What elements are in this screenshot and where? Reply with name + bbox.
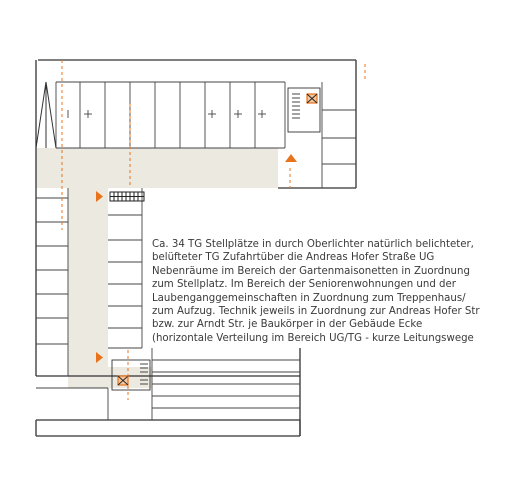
staircase-icon	[110, 192, 144, 201]
parking-column-middle	[108, 188, 142, 348]
elevator-icon	[307, 94, 317, 103]
parking-column-left	[36, 188, 68, 376]
elevator-icon	[118, 376, 128, 385]
annotation-line: bzw. zur Arndt Str. je Baukörper in der Gebäude Ecke	[152, 319, 423, 331]
annotation-line: Nebenräume im Bereich der Gartenmaisonetten in Zuordnung	[152, 265, 470, 277]
annotation-line: zum Aufzug. Technik jeweils in Zuordnung zur Andreas Hofer Str	[152, 305, 480, 317]
annotation-line: zum Stellplatz. Im Bereich der Seniorenwohnungen und der	[152, 279, 456, 291]
ramp-icon	[36, 82, 56, 148]
parking-row-top	[56, 82, 285, 148]
annotation-line: Ca. 34 TG Stellplätze in durch Oberlichter natürlich belichteter,	[152, 239, 474, 250]
annotation-line: belüfteter TG Zufahrtüber die Andreas Hofer Straße UG	[152, 252, 435, 264]
annotation-text	[152, 238, 504, 345]
annotation-line: (horizontale Verteilung im Bereich UG/TG - kurze Leitungswege	[152, 332, 474, 344]
annotation-line: Laubenganggemeinschaften in Zuordnung zum Treppenhaus/	[152, 292, 466, 304]
parking-column-right	[322, 82, 356, 188]
